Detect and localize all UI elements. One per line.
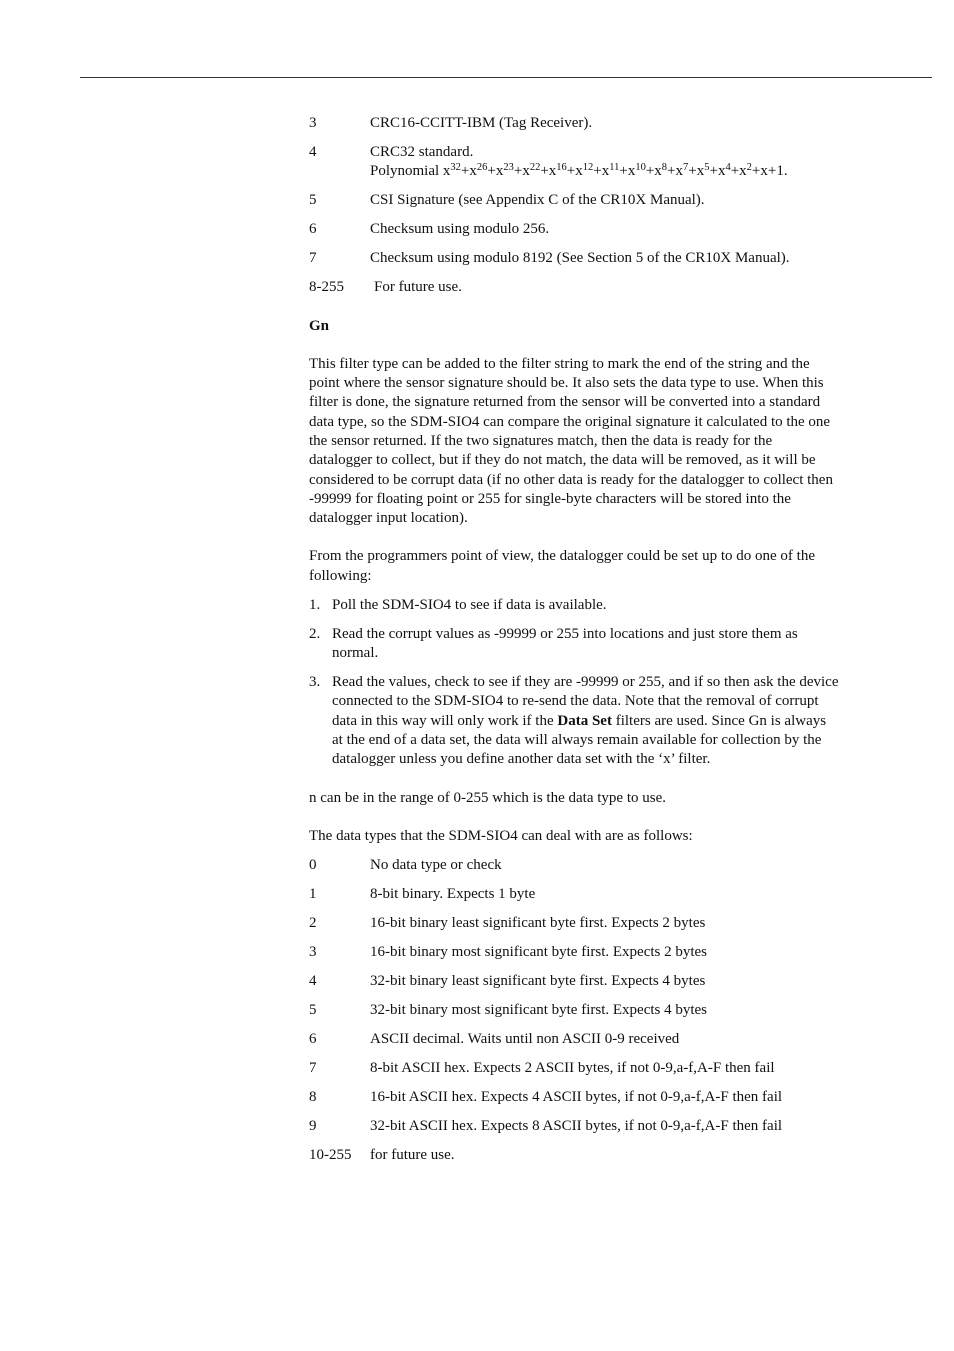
polynomial-tail: +x+1. — [751, 163, 788, 180]
polynomial-term-base: +x — [566, 163, 583, 180]
option-number: 8-255 — [309, 279, 344, 296]
crc-option-5 — [309, 191, 839, 210]
data-type-number: 7 — [309, 1059, 317, 1076]
polynomial-term-base: +x — [667, 163, 684, 180]
crc-option-7 — [309, 249, 839, 268]
programmer-view-paragraph: From the programmers point of view, the datalogger could be set up to do one of the following: — [309, 548, 815, 584]
data-type-row — [309, 1001, 839, 1020]
polynomial-term-exponent: 5 — [704, 162, 710, 174]
data-type-number: 10-255 — [309, 1146, 352, 1163]
gn-description-paragraph: This filter type can be added to the filter string to mark the end of the string and the point where the sensor signature should be. It also sets the data type to use. When this filter is done, the signature returned from the sensor will be converted into a standard data type, so the SDM-SIO4 can compare the original signature it calculated to the one the sensor returned. If the two signatures match, then the data is ready for the datalogger to collect, but if they do not match, the data will be removed, as it will be considered to be corrupt data (if no other data is ready for the datalogger to collect then -99999 for floating point or 255 for single-byte characters will be stored into the datalogger input location). — [309, 355, 833, 527]
section-heading-gn: Gn — [309, 317, 330, 334]
list-item — [309, 673, 839, 769]
data-type-row — [309, 885, 839, 904]
data-type-description: 32-bit binary most significant byte first. Expects 4 bytes — [370, 1001, 708, 1018]
data-type-row — [309, 1030, 839, 1049]
data-type-row — [309, 1117, 839, 1136]
polynomial-term-exponent: 7 — [683, 162, 689, 174]
data-type-description: 8-bit ASCII hex. Expects 2 ASCII bytes, if not 0-9,a-f,A-F then fail — [370, 1059, 775, 1076]
option-number: 3 — [309, 115, 317, 131]
polynomial-term-base: +x — [540, 163, 557, 180]
data-type-row — [309, 1088, 839, 1107]
list-text-part: Read the values, check to see if they are -99999 or 255, and if so then ask the device connected to the SDM-SIO4 to re-send the data. Note that the removal of corrupt data in this way will only work if the — [332, 674, 839, 729]
data-type-number: 0 — [309, 856, 317, 873]
polynomial-term-base: +x — [593, 163, 610, 180]
data-set-term: Data Set — [557, 712, 612, 729]
crc32-polynomial — [370, 163, 788, 179]
data-type-number: 4 — [309, 972, 317, 989]
list-number: 2. — [309, 625, 321, 642]
data-types-intro-paragraph: The data types that the SDM-SIO4 can deal with are as follows: — [309, 827, 693, 844]
option-text: Checksum using modulo 8192 (See Section 5 of the CR10X Manual). — [370, 250, 790, 267]
data-type-row — [309, 943, 839, 962]
page-content — [309, 114, 839, 1175]
list-text-part: filters are used. Since Gn is always at the end of a data set, the data will always remain available for collection by the datalogger unless you define another data set with the ‘x’ filter. — [332, 712, 827, 768]
data-type-number: 3 — [309, 943, 317, 960]
data-type-range-paragraph: n can be in the range of 0-255 which is the data type to use. — [309, 789, 666, 806]
data-type-description: No data type or check — [370, 856, 502, 873]
polynomial-term-exponent: 11 — [609, 162, 620, 174]
polynomial-term-exponent: 32 — [450, 162, 461, 174]
polynomial-term-base: +x — [619, 163, 636, 180]
list-item — [309, 596, 839, 615]
data-type-description: 32-bit ASCII hex. Expects 8 ASCII bytes, if not 0-9,a-f,A-F then fail — [370, 1117, 783, 1134]
data-type-description: ASCII decimal. Waits until non ASCII 0-9 received — [370, 1030, 680, 1047]
data-type-row — [309, 1059, 839, 1078]
polynomial-terms — [443, 163, 752, 179]
data-type-row — [309, 1146, 839, 1165]
list-text — [332, 673, 839, 769]
data-type-description: 16-bit binary most significant byte first. Expects 2 bytes — [370, 943, 708, 960]
data-type-description: 32-bit binary least significant byte first. Expects 4 bytes — [370, 972, 706, 989]
crc-option-6 — [309, 220, 839, 239]
crc-option-4 — [309, 143, 839, 182]
data-type-number: 2 — [309, 914, 317, 931]
crc-option-8-255 — [309, 278, 839, 297]
list-text: Read the corrupt values as -99999 or 255 into locations and just store them as normal. — [332, 625, 798, 662]
polynomial-term-exponent: 23 — [503, 162, 514, 174]
list-item — [309, 625, 839, 664]
data-type-row — [309, 856, 839, 875]
option-text: CRC32 standard. — [370, 143, 474, 160]
data-types-list — [309, 856, 839, 1165]
polynomial-term-exponent: 16 — [556, 162, 567, 174]
polynomial-term-base: +x — [688, 163, 705, 180]
list-text: Poll the SDM-SIO4 to see if data is available. — [332, 596, 607, 613]
option-number: 7 — [309, 250, 317, 267]
data-type-row — [309, 914, 839, 933]
polynomial-term-base: +x — [709, 163, 726, 180]
data-type-number: 6 — [309, 1030, 317, 1047]
polynomial-label: Polynomial — [370, 163, 443, 180]
option-number: 4 — [309, 143, 317, 160]
polynomial-term-exponent: 26 — [476, 162, 488, 174]
crc-option-3 — [309, 114, 839, 133]
option-4-body — [370, 143, 839, 182]
option-text: Checksum using modulo 256. — [370, 221, 550, 238]
list-number: 3. — [309, 674, 321, 691]
polynomial-term-base: +x — [487, 163, 504, 180]
option-text: CSI Signature (see Appendix C of the CR10X Manual). — [370, 192, 705, 209]
polynomial-term-exponent: 4 — [725, 162, 731, 174]
data-type-description: for future use. — [370, 1146, 455, 1163]
data-type-number: 1 — [309, 885, 317, 902]
polynomial-term-base: +x — [645, 163, 662, 180]
option-text: For future use. — [374, 279, 462, 296]
data-type-number: 5 — [309, 1001, 317, 1018]
data-type-description: 16-bit binary least significant byte first. Expects 2 bytes — [370, 914, 706, 931]
polynomial-term-exponent: 22 — [529, 162, 541, 174]
data-type-description: 8-bit binary. Expects 1 byte — [370, 885, 536, 902]
data-type-row — [309, 972, 839, 991]
polynomial-term-base: +x — [513, 163, 530, 180]
header-rule — [80, 77, 932, 78]
polynomial-term-exponent: 2 — [746, 162, 752, 174]
option-number: 6 — [309, 221, 317, 238]
polynomial-term-base: x — [442, 163, 451, 180]
polynomial-term-base: +x — [460, 163, 477, 180]
polynomial-term-exponent: 10 — [635, 162, 646, 174]
list-number: 1. — [309, 596, 321, 613]
polynomial-term-exponent: 12 — [582, 162, 594, 174]
polynomial-term-exponent: 8 — [661, 162, 668, 174]
data-type-number: 9 — [309, 1117, 317, 1134]
polynomial-term-base: +x — [730, 163, 747, 180]
option-text: CRC16-CCITT-IBM (Tag Receiver). — [370, 115, 593, 131]
data-type-number: 8 — [309, 1088, 317, 1105]
data-type-description: 16-bit ASCII hex. Expects 4 ASCII bytes, if not 0-9,a-f,A-F then fail — [370, 1088, 783, 1105]
option-number: 5 — [309, 192, 317, 209]
